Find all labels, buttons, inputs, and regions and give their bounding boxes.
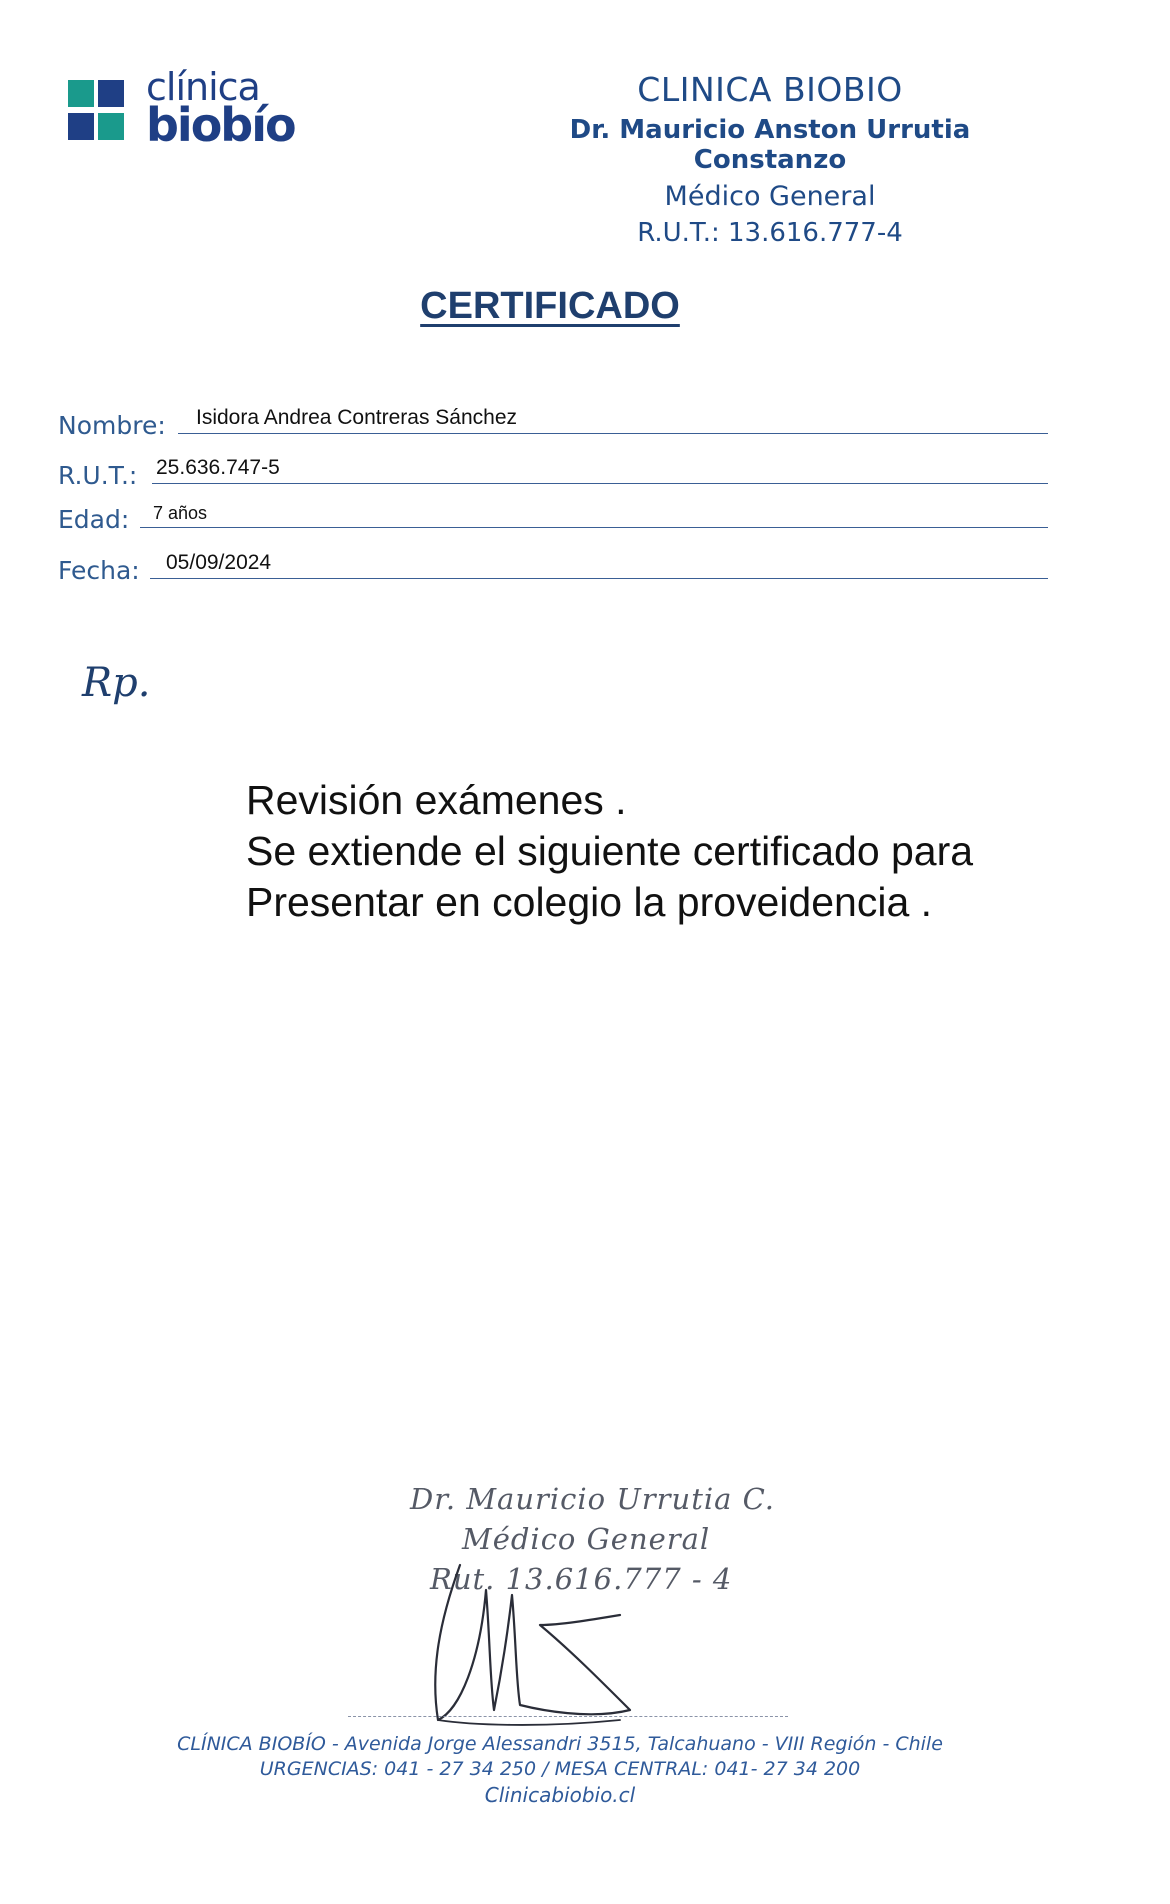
field-edad: [58, 490, 1048, 534]
stamp-line-3: Rut. 13.616.777 - 4: [430, 1562, 733, 1596]
prescription-mark: Rp.: [82, 660, 151, 706]
field-nombre: [58, 396, 1048, 440]
logo-squares-icon: [68, 80, 132, 146]
field-nombre-label: Nombre:: [58, 411, 166, 440]
field-rut-value: 25.636.747-5: [156, 456, 280, 479]
body-line-1: Revisión exámenes .: [246, 777, 627, 823]
field-edad-line: [140, 527, 1048, 528]
field-edad-value: 7 años: [153, 503, 208, 523]
footer-address: CLÍNICA BIOBÍO - Avenida Jorge Alessandri 3515, Talcahuano - VIII Región - Chile: [177, 1733, 943, 1755]
signature-line: [348, 1716, 788, 1717]
logo-line-2: biobío: [146, 98, 295, 152]
letterhead: [500, 70, 1040, 248]
field-rut: [58, 446, 1048, 490]
field-nombre-value: Isidora Andrea Contreras Sánchez: [196, 406, 518, 429]
clinic-logo: [68, 65, 308, 158]
field-fecha-value: 05/09/2024: [166, 551, 272, 574]
doctor-rut: R.U.T.: 13.616.777-4: [637, 218, 903, 248]
document-title: CERTIFICADO: [420, 285, 680, 327]
field-nombre-line: [178, 433, 1048, 434]
doctor-name: Dr. Mauricio Anston Urrutia Constanzo: [569, 115, 971, 175]
footer-website-link[interactable]: Clinicabiobio.cl: [484, 1783, 636, 1807]
footer-phones: URGENCIAS: 041 - 27 34 250 / MESA CENTRAL: 041- 27 34 200: [259, 1758, 861, 1780]
field-fecha-label: Fecha:: [58, 556, 140, 585]
doctor-role: Médico General: [664, 181, 876, 212]
field-fecha-line: [150, 578, 1048, 579]
certificate-body: [246, 775, 1126, 928]
field-fecha: [58, 541, 1048, 585]
body-line-2: Se extiende el siguiente certificado para: [246, 828, 974, 874]
field-rut-line: [152, 483, 1048, 484]
clinic-name: CLINICA BIOBIO: [637, 70, 903, 109]
logo-line-1: clínica: [146, 65, 260, 109]
body-line-3: Presentar en colegio la proveidencia .: [246, 879, 933, 925]
handwritten-signature: [420, 1560, 660, 1730]
stamp-line-1: Dr. Mauricio Urrutia C.: [410, 1482, 776, 1516]
footer: [0, 1732, 1120, 1809]
field-rut-label: R.U.T.:: [58, 461, 138, 490]
logo-wordmark: [146, 65, 295, 152]
field-edad-label: Edad:: [58, 505, 130, 534]
stamp-line-2: Médico General: [462, 1522, 711, 1556]
